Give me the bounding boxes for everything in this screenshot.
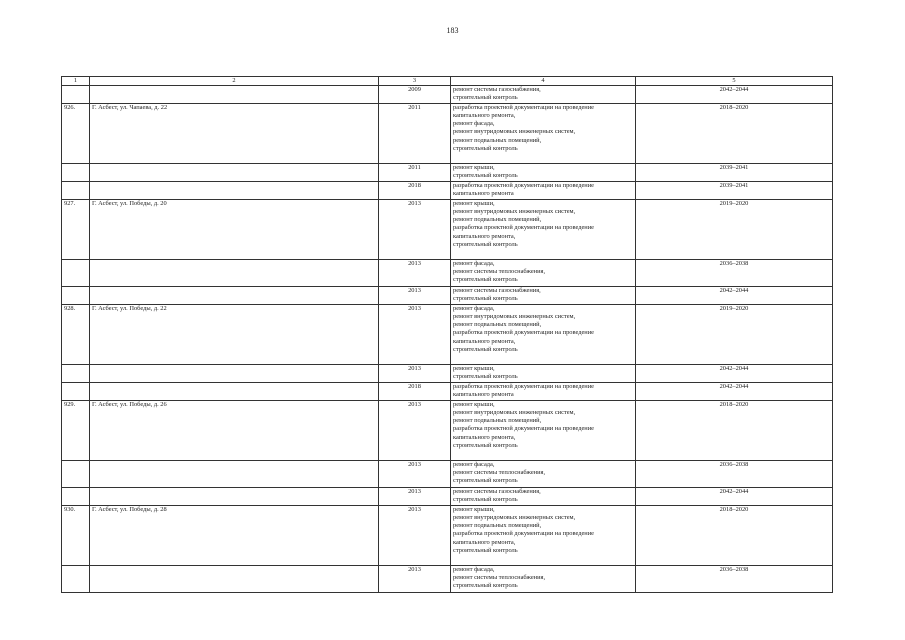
works-cell [451,505,636,565]
table-row [62,86,833,104]
table-row [62,304,833,364]
year-cell: 2009 [379,86,451,104]
work-item: ремонт системы теплоснабжения, [453,573,546,581]
work-item: разработка проектной документации на проведение [453,425,594,433]
period-cell: 2042–2044 [636,364,833,382]
page-number: 183 [446,26,459,35]
work-item: строительный контроль [453,547,518,555]
year-cell: 2013 [379,199,451,259]
row-number: 927. [62,199,90,259]
year-cell: 2018 [379,181,451,199]
row-number: 926. [62,103,90,163]
row-number [62,565,90,592]
period-cell: 2036–2038 [636,259,833,286]
row-number [62,382,90,400]
work-item: ремонт системы теплоснабжения, [453,468,546,476]
period-cell: 2036–2038 [636,460,833,487]
address-cell [90,286,379,304]
works-cell [451,364,636,382]
year-cell: 2013 [379,400,451,460]
work-item: ремонт внутридомовых инженерных систем, [453,128,576,136]
work-item: капитального ремонта, [453,433,516,441]
works-cell [451,304,636,364]
table-row [62,565,833,592]
table-row [62,460,833,487]
work-item: ремонт крыши, [453,400,495,408]
period-cell: 2018–2020 [636,103,833,163]
year-cell: 2013 [379,364,451,382]
row-number [62,364,90,382]
work-item: строительный контроль [453,442,518,450]
work-item: ремонт подвальных помещений, [453,136,542,144]
work-item: ремонт фасада, [453,460,495,468]
period-cell: 2042–2044 [636,382,833,400]
period-cell: 2039–2041 [636,163,833,181]
row-number [62,181,90,199]
address-cell: Г. Асбест, ул. Победы, д. 22 [90,304,379,364]
address-cell: Г. Асбест, ул. Чапаева, д. 22 [90,103,379,163]
period-cell: 2042–2044 [636,487,833,505]
work-item: строительный контроль [453,294,518,302]
table-body [62,86,833,593]
work-item: строительный контроль [453,94,518,102]
year-cell: 2013 [379,286,451,304]
work-item: строительный контроль [453,477,518,485]
year-cell: 2013 [379,505,451,565]
work-item: капитального ремонта, [453,337,516,345]
work-item: ремонт подвальных помещений, [453,417,542,425]
work-item: строительный контроль [453,276,518,284]
work-item: капитального ремонта, [453,232,516,240]
work-item: разработка проектной документации на проведение [453,530,594,538]
works-cell [451,382,636,400]
period-cell: 2039–2041 [636,181,833,199]
column-header: 3 [379,77,451,86]
work-item: разработка проектной документации на проведение [453,181,594,189]
work-item: капитального ремонта, [453,111,516,119]
works-cell [451,181,636,199]
work-item: ремонт подвальных помещений, [453,216,542,224]
row-number [62,163,90,181]
row-number: 930. [62,505,90,565]
address-cell [90,364,379,382]
period-cell: 2018–2020 [636,505,833,565]
table-row [62,382,833,400]
address-cell [90,460,379,487]
table-header-row [62,77,833,86]
address-cell [90,86,379,104]
work-item: строительный контроль [453,241,518,249]
work-item: ремонт внутридомовых инженерных систем, [453,312,576,320]
capital-repair-table [61,76,833,593]
year-cell: 2013 [379,259,451,286]
work-item: ремонт внутридомовых инженерных систем, [453,513,576,521]
works-cell [451,400,636,460]
table-row [62,286,833,304]
year-cell: 2013 [379,487,451,505]
table-row [62,259,833,286]
address-cell: Г. Асбест, ул. Победы, д. 26 [90,400,379,460]
table-row [62,163,833,181]
work-item: строительный контроль [453,145,518,153]
column-header: 2 [90,77,379,86]
table-row [62,400,833,460]
row-number: 928. [62,304,90,364]
work-item: ремонт системы газоснабжения, [453,487,541,495]
table-row [62,199,833,259]
work-item: ремонт крыши, [453,364,495,372]
period-cell: 2042–2044 [636,286,833,304]
table-row [62,364,833,382]
work-item: разработка проектной документации на проведение [453,382,594,390]
column-header: 1 [62,77,90,86]
year-cell: 2011 [379,103,451,163]
work-item: строительный контроль [453,582,518,590]
column-header: 5 [636,77,833,86]
work-item: строительный контроль [453,495,518,503]
year-cell: 2013 [379,460,451,487]
works-cell [451,163,636,181]
address-cell: Г. Асбест, ул. Победы, д. 28 [90,505,379,565]
row-number [62,487,90,505]
year-cell: 2013 [379,304,451,364]
work-item: разработка проектной документации на проведение [453,329,594,337]
works-cell [451,259,636,286]
work-item: строительный контроль [453,372,518,380]
work-item: капитального ремонта [453,390,514,398]
period-cell: 2018–2020 [636,400,833,460]
address-cell [90,163,379,181]
work-item: ремонт крыши, [453,505,495,513]
work-item: капитального ремонта [453,189,514,197]
period-cell: 2042–2044 [636,86,833,104]
work-item: ремонт подвальных помещений, [453,321,542,329]
works-cell [451,487,636,505]
works-cell [451,86,636,104]
works-cell [451,565,636,592]
work-item: ремонт фасада, [453,259,495,267]
work-item: ремонт системы газоснабжения, [453,86,541,93]
year-cell: 2011 [379,163,451,181]
work-item: ремонт системы теплоснабжения, [453,267,546,275]
address-cell [90,565,379,592]
table-row [62,487,833,505]
works-cell [451,460,636,487]
row-number [62,286,90,304]
row-number [62,259,90,286]
work-item: ремонт крыши, [453,163,495,171]
column-header: 4 [451,77,636,86]
row-number [62,86,90,104]
works-cell [451,199,636,259]
period-cell: 2019–2020 [636,199,833,259]
address-cell: Г. Асбест, ул. Победы, д. 20 [90,199,379,259]
work-item: ремонт фасада, [453,304,495,312]
address-cell [90,181,379,199]
work-item: разработка проектной документации на проведение [453,103,594,111]
work-item: строительный контроль [453,171,518,179]
table-row [62,181,833,199]
works-cell [451,286,636,304]
address-cell [90,382,379,400]
work-item: ремонт системы газоснабжения, [453,286,541,294]
row-number: 929. [62,400,90,460]
works-cell [451,103,636,163]
work-item: строительный контроль [453,346,518,354]
table-row [62,505,833,565]
period-cell: 2019–2020 [636,304,833,364]
address-cell [90,259,379,286]
year-cell: 2018 [379,382,451,400]
table-row [62,103,833,163]
row-number [62,460,90,487]
work-item: ремонт фасада, [453,120,495,128]
work-item: ремонт фасада, [453,565,495,573]
address-cell [90,487,379,505]
work-item: ремонт внутридомовых инженерных систем, [453,408,576,416]
work-item: капитального ремонта, [453,538,516,546]
year-cell: 2013 [379,565,451,592]
work-item: ремонт подвальных помещений, [453,522,542,530]
work-item: ремонт крыши, [453,199,495,207]
period-cell: 2036–2038 [636,565,833,592]
work-item: разработка проектной документации на проведение [453,224,594,232]
work-item: ремонт внутридомовых инженерных систем, [453,207,576,215]
